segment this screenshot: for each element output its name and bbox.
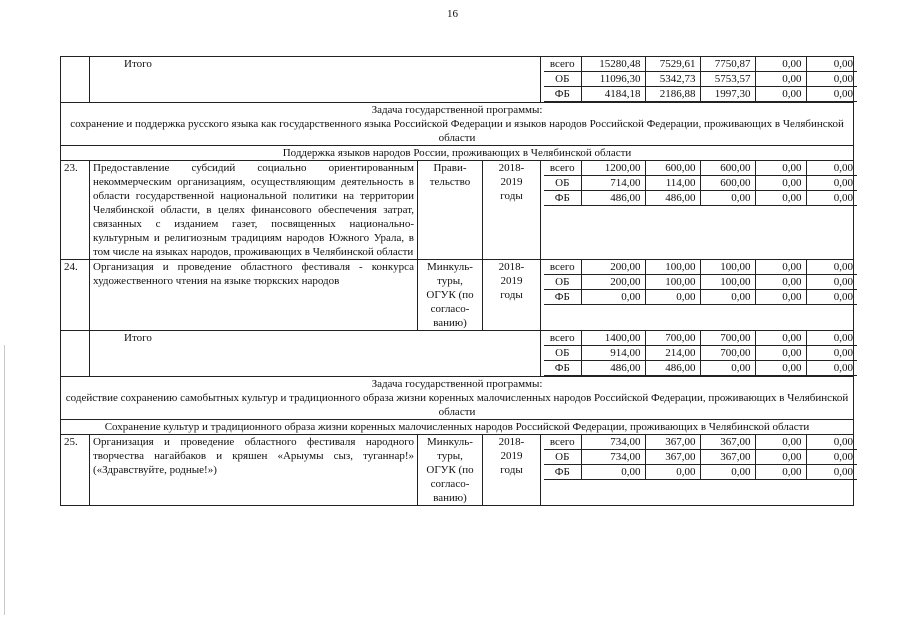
funding-source: всего bbox=[544, 260, 581, 275]
funding-amount: 0,00 bbox=[806, 72, 857, 87]
funding-amount: 367,00 bbox=[645, 435, 700, 450]
funding-source: ОБ bbox=[544, 346, 581, 361]
row-number-empty bbox=[61, 57, 90, 103]
funding-source: ОБ bbox=[544, 176, 581, 191]
funding-amount: 700,00 bbox=[645, 331, 700, 346]
funding-amount: 0,00 bbox=[755, 450, 806, 465]
funding-amount: 7750,87 bbox=[700, 57, 755, 72]
funding-row bbox=[544, 176, 857, 191]
funding-amount: 0,00 bbox=[806, 191, 857, 206]
funding-values bbox=[544, 57, 857, 102]
funding-row bbox=[544, 260, 857, 275]
section-title: Поддержка языков народов России, проживающих в Челябинской области bbox=[61, 146, 854, 161]
funding-amount: 0,00 bbox=[755, 361, 806, 376]
funding-amount: 600,00 bbox=[645, 161, 700, 176]
section-header-row bbox=[61, 103, 854, 146]
funding-amount: 0,00 bbox=[755, 191, 806, 206]
funding-amount: 0,00 bbox=[755, 435, 806, 450]
funding-values bbox=[544, 260, 857, 305]
program-item-row bbox=[61, 435, 854, 506]
funding-amount: 200,00 bbox=[581, 275, 645, 290]
funding-amount: 0,00 bbox=[755, 57, 806, 72]
funding-amount: 200,00 bbox=[581, 260, 645, 275]
funding-amount: 1400,00 bbox=[581, 331, 645, 346]
item-number: 24. bbox=[61, 260, 90, 331]
funding-row bbox=[544, 191, 857, 206]
funding-amount: 600,00 bbox=[700, 176, 755, 191]
section-header-row bbox=[61, 420, 854, 435]
program-item-row bbox=[61, 161, 854, 260]
item-name: Предоставление субсидий социально ориентированным некоммерческим организациям, осуществляющим деятельность в области государственной национальной политики на территории Челябинской области, в целях финансового обеспечения затрат, связанных с изданием газет, посвященных национально-культурным и религиозным традициям народов Южного Урала, в том числе на языках народов, проживающих в Челябинской области bbox=[90, 161, 418, 260]
funding-source: ФБ bbox=[544, 191, 581, 206]
funding-amount: 0,00 bbox=[755, 176, 806, 191]
funding-amount: 5342,73 bbox=[645, 72, 700, 87]
funding-amount: 11096,30 bbox=[581, 72, 645, 87]
row-number-empty bbox=[61, 331, 90, 377]
section-header-row bbox=[61, 146, 854, 161]
funding-amount: 100,00 bbox=[645, 275, 700, 290]
funding-source: всего bbox=[544, 435, 581, 450]
funding-row bbox=[544, 450, 857, 465]
funding-source: ОБ bbox=[544, 72, 581, 87]
funding-row bbox=[544, 346, 857, 361]
funding-values bbox=[544, 161, 857, 206]
funding-amount: 0,00 bbox=[806, 260, 857, 275]
funding-amount: 114,00 bbox=[645, 176, 700, 191]
page-number: 16 bbox=[447, 8, 458, 20]
funding-amount: 0,00 bbox=[806, 361, 857, 376]
funding-amount: 714,00 bbox=[581, 176, 645, 191]
funding-amount: 100,00 bbox=[700, 275, 755, 290]
scan-edge-line bbox=[4, 345, 5, 615]
funding-amount: 0,00 bbox=[806, 57, 857, 72]
funding-amount: 0,00 bbox=[755, 331, 806, 346]
funding-amount: 0,00 bbox=[581, 290, 645, 305]
funding-source: всего bbox=[544, 161, 581, 176]
budget-table bbox=[60, 56, 854, 506]
funding-amount: 0,00 bbox=[700, 361, 755, 376]
funding-amount: 214,00 bbox=[645, 346, 700, 361]
funding-amount: 0,00 bbox=[755, 72, 806, 87]
funding-amount: 0,00 bbox=[806, 450, 857, 465]
funding-amount: 486,00 bbox=[645, 191, 700, 206]
funding-amount: 0,00 bbox=[700, 465, 755, 480]
total-values-cell bbox=[541, 331, 854, 377]
item-values-cell bbox=[541, 260, 854, 331]
item-executor: Прави- тельство bbox=[418, 161, 483, 260]
funding-amount: 15280,48 bbox=[581, 57, 645, 72]
funding-source: ФБ bbox=[544, 87, 581, 102]
funding-amount: 700,00 bbox=[700, 331, 755, 346]
funding-row bbox=[544, 275, 857, 290]
funding-amount: 700,00 bbox=[700, 346, 755, 361]
funding-amount: 100,00 bbox=[645, 260, 700, 275]
total-label: Итого bbox=[90, 57, 541, 103]
funding-values bbox=[544, 435, 857, 480]
funding-amount: 1997,30 bbox=[700, 87, 755, 102]
total-row bbox=[61, 57, 854, 103]
item-values-cell bbox=[541, 161, 854, 260]
funding-amount: 0,00 bbox=[806, 331, 857, 346]
funding-row bbox=[544, 72, 857, 87]
item-name: Организация и проведение областного фестиваля - конкурса художественного чтения на языке тюркских народов bbox=[90, 260, 418, 331]
funding-amount: 0,00 bbox=[806, 275, 857, 290]
funding-amount: 367,00 bbox=[700, 450, 755, 465]
funding-amount: 0,00 bbox=[806, 290, 857, 305]
funding-amount: 0,00 bbox=[806, 435, 857, 450]
funding-amount: 486,00 bbox=[581, 191, 645, 206]
item-name: Организация и проведение областного фестиваля народного творчества нагайбаков и кряшен «Арыумы сыз, туганнар!» («Здравствуйте, родные!») bbox=[90, 435, 418, 506]
item-executor: Минкуль- туры, ОГУК (по согласо- ванию) bbox=[418, 260, 483, 331]
funding-amount: 367,00 bbox=[700, 435, 755, 450]
funding-row bbox=[544, 87, 857, 102]
funding-amount: 0,00 bbox=[700, 191, 755, 206]
funding-amount: 0,00 bbox=[806, 465, 857, 480]
funding-amount: 0,00 bbox=[806, 346, 857, 361]
funding-amount: 0,00 bbox=[755, 465, 806, 480]
funding-amount: 0,00 bbox=[755, 275, 806, 290]
item-years: 2018- 2019 годы bbox=[483, 435, 541, 506]
program-item-row bbox=[61, 260, 854, 331]
total-row bbox=[61, 331, 854, 377]
funding-source: ФБ bbox=[544, 290, 581, 305]
funding-row bbox=[544, 435, 857, 450]
total-values-cell bbox=[541, 57, 854, 103]
funding-row bbox=[544, 290, 857, 305]
funding-amount: 0,00 bbox=[645, 465, 700, 480]
funding-amount: 1200,00 bbox=[581, 161, 645, 176]
funding-source: ОБ bbox=[544, 275, 581, 290]
funding-row bbox=[544, 361, 857, 376]
section-title: Задача государственной программы: сохранение и поддержка русского языка как государственного языка Российской Федерации и языков народов Российской Федерации, проживающих в Челябинской области bbox=[61, 103, 854, 146]
item-years: 2018- 2019 годы bbox=[483, 260, 541, 331]
funding-amount: 0,00 bbox=[700, 290, 755, 305]
funding-amount: 0,00 bbox=[806, 161, 857, 176]
funding-row bbox=[544, 57, 857, 72]
funding-amount: 734,00 bbox=[581, 435, 645, 450]
funding-amount: 734,00 bbox=[581, 450, 645, 465]
funding-source: ФБ bbox=[544, 361, 581, 376]
funding-amount: 0,00 bbox=[806, 176, 857, 191]
funding-amount: 0,00 bbox=[581, 465, 645, 480]
funding-amount: 2186,88 bbox=[645, 87, 700, 102]
funding-amount: 5753,57 bbox=[700, 72, 755, 87]
section-header-row bbox=[61, 377, 854, 420]
funding-source: ФБ bbox=[544, 465, 581, 480]
funding-amount: 0,00 bbox=[806, 87, 857, 102]
section-title: Сохранение культур и традиционного образа жизни коренных малочисленных народов Российской Федерации, проживающих в Челябинской области bbox=[61, 420, 854, 435]
funding-row bbox=[544, 331, 857, 346]
item-years: 2018- 2019 годы bbox=[483, 161, 541, 260]
funding-amount: 0,00 bbox=[755, 260, 806, 275]
funding-values bbox=[544, 331, 857, 376]
funding-amount: 0,00 bbox=[645, 290, 700, 305]
funding-amount: 0,00 bbox=[755, 87, 806, 102]
item-values-cell bbox=[541, 435, 854, 506]
funding-amount: 486,00 bbox=[645, 361, 700, 376]
funding-amount: 367,00 bbox=[645, 450, 700, 465]
section-title: Задача государственной программы: содействие сохранению самобытных культур и традиционного образа жизни коренных малочисленных народов Российской Федерации, проживающих в Челябинской области bbox=[61, 377, 854, 420]
funding-amount: 486,00 bbox=[581, 361, 645, 376]
funding-amount: 914,00 bbox=[581, 346, 645, 361]
funding-amount: 100,00 bbox=[700, 260, 755, 275]
funding-source: ОБ bbox=[544, 450, 581, 465]
funding-amount: 600,00 bbox=[700, 161, 755, 176]
funding-amount: 0,00 bbox=[755, 161, 806, 176]
funding-row bbox=[544, 465, 857, 480]
funding-source: всего bbox=[544, 331, 581, 346]
item-executor: Минкуль- туры, ОГУК (по согласо- ванию) bbox=[418, 435, 483, 506]
total-label: Итого bbox=[90, 331, 541, 377]
item-number: 25. bbox=[61, 435, 90, 506]
funding-amount: 7529,61 bbox=[645, 57, 700, 72]
funding-source: всего bbox=[544, 57, 581, 72]
item-number: 23. bbox=[61, 161, 90, 260]
funding-amount: 0,00 bbox=[755, 346, 806, 361]
funding-row bbox=[544, 161, 857, 176]
funding-amount: 0,00 bbox=[755, 290, 806, 305]
funding-amount: 4184,18 bbox=[581, 87, 645, 102]
